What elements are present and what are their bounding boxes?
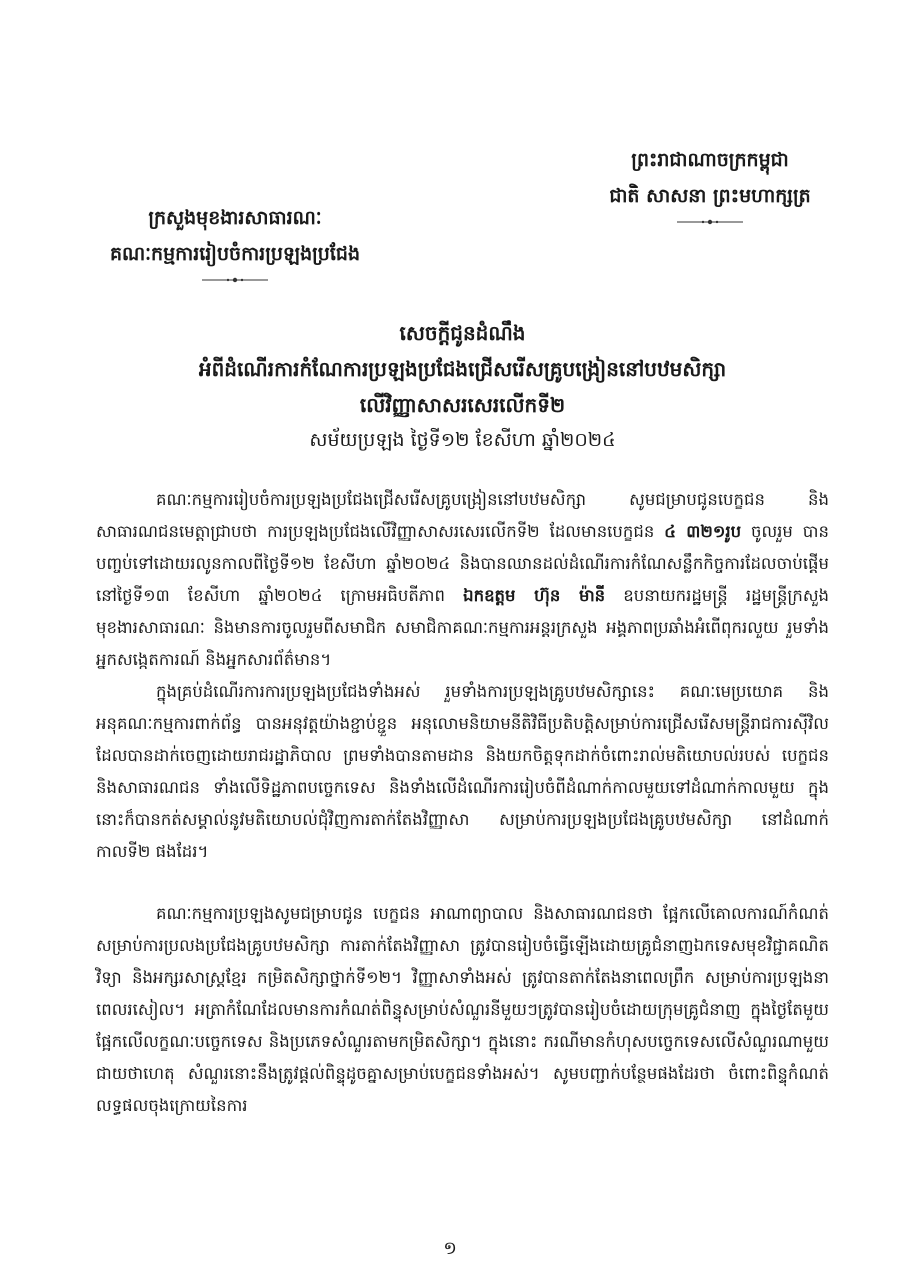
presiding-official: ឯកឧត្តម ហ៊ុន ម៉ានី <box>463 586 606 605</box>
kingdom-header <box>560 142 860 226</box>
paragraph-1 <box>96 484 829 676</box>
announcement-subject-cont: លើវិញ្ញាសាសរសេរលើកទី២ <box>359 393 566 417</box>
candidate-count: ៤ ៣២១រូប <box>664 522 742 541</box>
kingdom-title: ព្រះរាជាណាចក្រកម្ពុជា <box>631 149 789 171</box>
committee-name: គណៈកម្មការរៀបចំការប្រឡងប្រជែង <box>109 243 361 265</box>
ornament-divider-icon <box>200 276 270 284</box>
ministry-header <box>70 200 400 284</box>
paragraph-1-text-a: គណៈកម្មការរៀបចំការប្រឡងប្រជែងជ្រើសរើសគ្រូបង្រៀននៅបឋមសិក្សា សូមជម្រាបជូនបេក្ខជន និង សាធារណជនមេត្តាជ្រាបថា ការប្រឡងប្រជែងលើវិញ្ញាសាសរសេរលើកទី២ ដែលមានបេក្ខជន <box>96 490 829 541</box>
paragraph-2: ក្នុងគ្រប់ដំណើរការការប្រឡងប្រជែងទាំងអស់ រួមទាំងការប្រឡងគ្រូបឋមសិក្សានេះ គណៈមេប្រយោគ និង អនុគណៈកម្មការពាក់ព័ន្ធ បានអនុវត្តយ៉ាងខ្ជាប់ខ្ជួន អនុលោមនិយាមនីតិវិធីប្រតិបត្តិសម្រាប់ការជ្រើសរើសមន្ត្រីរាជការស៊ីវិលដែលបានដាក់ចេញដោយរាជរដ្ឋាភិបាល ព្រមទាំងបានតាមដាន និងយកចិត្តទុកដាក់ចំពោះរាល់មតិយោបល់របស់ បេក្ខជន និងសាធារណជន ទាំងលើទិដ្ឋភាពបច្ចេកទេស និងទាំងលើដំណើរការរៀបចំពីដំណាក់កាលមួយទៅដំណាក់កាលមួយ ក្នុងនោះក៏បានកត់សម្គាល់នូវមតិយោបល់ជុំវិញការតាក់តែងវិញ្ញាសា សម្រាប់ការប្រឡងប្រជែងគ្រូបឋមសិក្សា នៅដំណាក់កាលទី២ ផងដែរ។ <box>96 682 829 861</box>
national-motto: ជាតិ សាសនា ព្រះមហាក្សត្រ <box>609 185 811 207</box>
announcement-subject: អំពីដំណើរការកំណែការប្រឡងប្រជែងជ្រើសរើសគ្រូបង្រៀននៅបឋមសិក្សា <box>198 357 727 381</box>
paragraph-1-text-c: ឧបនាយករដ្ឋមន្ត្រី រដ្ឋមន្ត្រីក្រសួងមុខងារសាធារណៈ និងមានការចូលរួមពីសមាជិក សមាជិកាគណៈកម្មការអន្តរក្រសួង អង្គភាពប្រឆាំងអំពើពុករលួយ រួមទាំងអ្នកសង្កេតការណ៍ និងអ្នកសារព័ត៌មាន។ <box>96 586 829 669</box>
paragraph-3: គណៈកម្មការប្រឡងសូមជម្រាបជូន បេក្ខជន អាណាព្យាបាល និងសាធារណជនថា ផ្អែកលើគោលការណ៍កំណត់សម្រាប់ការប្រលងប្រជែងគ្រូបឋមសិក្សា ការតាក់តែងវិញ្ញាសា ត្រូវបានរៀបចំធ្វើឡើងដោយគ្រូជំនាញឯកទេសមុខវិជ្ជាគណិតវិទ្យា និងអក្សរសាស្ត្រខ្មែរ កម្រិតសិក្សាថ្នាក់ទី១២។ វិញ្ញាសាទាំងអស់ ត្រូវបានតាក់តែងនាពេលព្រឹក សម្រាប់ការប្រឡងនាពេលរសៀល។ អត្រាកំណែដែលមានការកំណត់ពិន្ទុសម្រាប់សំណួរនីមួយៗត្រូវបានរៀបចំដោយក្រុមគ្រូជំនាញ ក្នុងថ្ងៃតែមួយ ផ្អែកលើលក្ខណៈបច្ចេកទេស និងប្រភេទសំណួរតាមកម្រិតសិក្សា។ ក្នុងនោះ ករណីមានកំហុសបច្ចេកទេសលើសំណួរណាមួយជាយថាហេតុ សំណួរនោះនឹងត្រូវផ្តល់ពិន្ទុដូចគ្នាសម្រាប់បេក្ខជនទាំងអស់។ សូមបញ្ជាក់បន្ថែមផងដែរថា ចំពោះពិន្ទុកំណត់លទ្ធផលចុងក្រោយនៃការ <box>96 904 829 1115</box>
announcement-title-block <box>120 315 805 457</box>
ornament-divider-icon <box>675 218 745 226</box>
page-number: ១ <box>443 1238 457 1259</box>
paragraph-1-text-b: ចូលរួម បានបញ្ចប់ទៅដោយរលូនកាលពីថ្ងៃទី១២ ខែសីហា ឆ្នាំ២០២៤ និងបានឈានដល់ដំណើរការកំណែសន្លឹកកិច្ចការដែលចាប់ផ្តើមនៅថ្ងៃទី១៣ ខែសីហា ឆ្នាំ២០២៤ ក្រោមអធិបតីភាព <box>96 522 829 605</box>
ministry-name: ក្រសួងមុខងារសាធារណៈ <box>148 207 322 229</box>
exam-session-date: សម័យប្រឡង ថ្ងៃទី១២ ខែសីហា ឆ្នាំ២០២៤ <box>309 429 616 451</box>
announcement-title: សេចក្តីជូនដំណឹង <box>399 321 526 345</box>
